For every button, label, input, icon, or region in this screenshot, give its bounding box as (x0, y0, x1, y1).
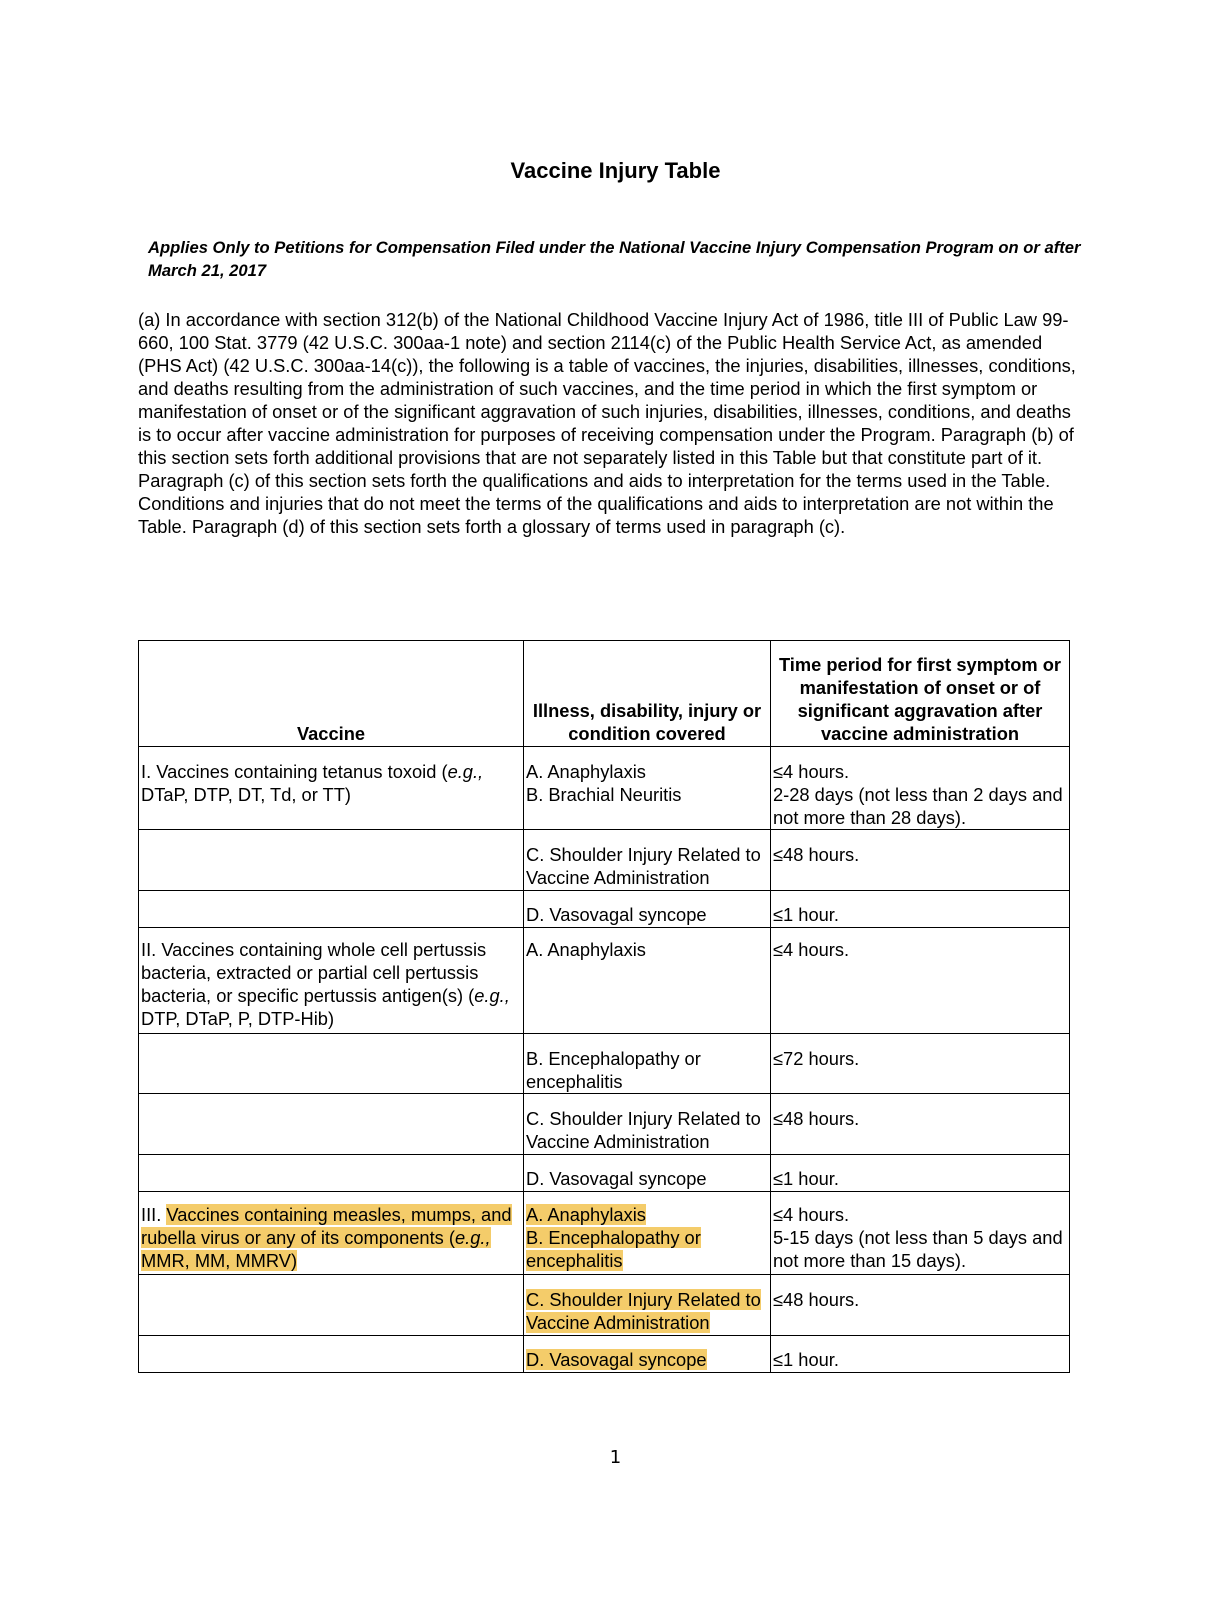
highlighted-text: A. Anaphylaxis (526, 1204, 646, 1225)
illness-cell: A. Anaphylaxis B. Brachial Neuritis (524, 747, 771, 830)
table-row (139, 891, 1070, 928)
header-illness: Illness, disability, injury or condition covered (524, 641, 771, 747)
vaccine-cell: II. Vaccines containing whole cell pertussis bacteria, extracted or partial cell pertussis bacteria, or specific pertussis antigen(s) (e.g., DTP, DTaP, P, DTP-Hib) (139, 928, 524, 1034)
highlighted-text: D. Vasovagal syncope (526, 1349, 707, 1370)
illness-cell: D. Vasovagal syncope (524, 1155, 771, 1192)
header-vaccine: Vaccine (139, 641, 524, 747)
table-row (139, 747, 1070, 830)
table-row (139, 1155, 1070, 1192)
illness-cell: C. Shoulder Injury Related to Vaccine Administration (524, 830, 771, 891)
time-cell: ≤4 hours. (771, 928, 1070, 1034)
table-header-row (139, 641, 1070, 747)
time-cell: ≤48 hours. (771, 1094, 1070, 1155)
illness-cell: A. Anaphylaxis (524, 928, 771, 1034)
illness-cell (524, 1336, 771, 1373)
applicability-note: Applies Only to Petitions for Compensation Filed under the National Vaccine Injury Compensation Program on or after March 21, 2017 (148, 238, 1081, 280)
time-cell: ≤1 hour. (771, 1336, 1070, 1373)
vaccine-cell: III. Vaccines containing measles, mumps, and rubella virus or any of its components (e.g., MMR, MM, MMRV) (139, 1192, 524, 1275)
vaccine-injury-table (138, 640, 1070, 1373)
time-cell: ≤4 hours. 2-28 days (not less than 2 days and not more than 28 days). (771, 747, 1070, 830)
header-time-period: Time period for first symptom or manifestation of onset or of significant aggravation after vaccine administration (771, 641, 1070, 747)
table-row (139, 830, 1070, 891)
vaccine-cell (139, 1155, 524, 1192)
highlighted-text: C. Shoulder Injury Related to Vaccine Administration (526, 1289, 761, 1333)
illness-cell: C. Shoulder Injury Related to Vaccine Administration (524, 1094, 771, 1155)
vaccine-cell (139, 1034, 524, 1094)
highlighted-text: Vaccines containing measles, mumps, and rubella virus or any of its components (e.g., MMR, MM, MMRV) (141, 1204, 512, 1271)
time-cell: ≤1 hour. (771, 1155, 1070, 1192)
time-cell: ≤4 hours. 5-15 days (not less than 5 days and not more than 15 days). (771, 1192, 1070, 1275)
illness-cell: B. Encephalopathy or encephalitis (524, 1034, 771, 1094)
table-row (139, 1336, 1070, 1373)
table-row (139, 1094, 1070, 1155)
document-title: Vaccine Injury Table (510, 158, 721, 183)
time-cell: ≤48 hours. (771, 830, 1070, 891)
highlighted-text: B. Encephalopathy or encephalitis (526, 1227, 701, 1271)
vaccine-cell (139, 1094, 524, 1155)
vaccine-cell (139, 1336, 524, 1373)
page-number: 1 (609, 1447, 622, 1468)
time-cell: ≤72 hours. (771, 1034, 1070, 1094)
illness-cell: D. Vasovagal syncope (524, 891, 771, 928)
intro-paragraph: (a) In accordance with section 312(b) of the National Childhood Vaccine Injury Act of 1986, title III of Public Law 99-660, 100 Stat. 3779 (42 U.S.C. 300aa-1 note) and section 2114(c) of the Public Health Service Act, as amended (PHS Act) (42 U.S.C. 300aa-14(c)), the following is a table of vaccines, the injuries, disabilities, illnesses, conditions, and deaths resulting from the administration of such vaccines, and the time period in which the first symptom or manifestation of onset or of the significant aggravation of such injuries, disabilities, illnesses, conditions, and deaths is to occur after vaccine administration for purposes of receiving compensation under the Program. Paragraph (b) of this section sets forth additional provisions that are not separately listed in this Table but that constitute part of it. Paragraph (c) of this section sets forth the qualifications and aids to interpretation for the terms used in the Table. Conditions and injuries that do not meet the terms of the qualifications and aids to interpretation are not within the Table. Paragraph (d) of this section sets forth a glossary of terms used in paragraph (c). (138, 309, 1076, 537)
vaccine-cell: I. Vaccines containing tetanus toxoid (e.g., DTaP, DTP, DT, Td, or TT) (139, 747, 524, 830)
table-row (139, 1034, 1070, 1094)
vaccine-cell (139, 830, 524, 891)
vaccine-cell (139, 1275, 524, 1336)
illness-cell (524, 1192, 771, 1275)
table-row (139, 928, 1070, 1034)
illness-cell (524, 1275, 771, 1336)
time-cell: ≤48 hours. (771, 1275, 1070, 1336)
time-cell: ≤1 hour. (771, 891, 1070, 928)
vaccine-cell (139, 891, 524, 928)
table-row (139, 1192, 1070, 1275)
table-row (139, 1275, 1070, 1336)
